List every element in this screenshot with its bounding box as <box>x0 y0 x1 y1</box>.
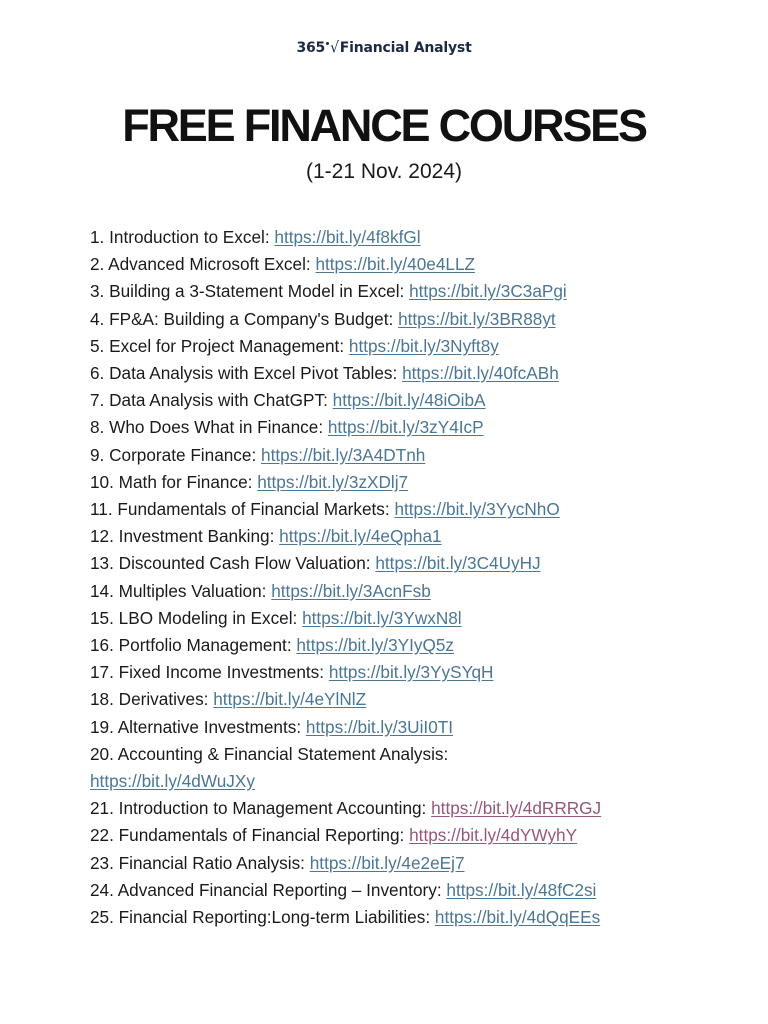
logo-text: Financial Analyst <box>339 40 472 56</box>
course-label: 11. Fundamentals of Financial Markets: <box>90 499 395 520</box>
course-item <box>90 251 730 278</box>
course-item <box>90 686 730 713</box>
course-item <box>90 469 730 496</box>
course-item <box>90 387 730 414</box>
course-list <box>90 224 730 931</box>
course-label: 4. FP&A: Building a Company's Budget: <box>90 308 399 329</box>
course-item <box>90 224 730 251</box>
page-subtitle: (1-21 Nov. 2024) <box>305 160 463 183</box>
course-label: 15. LBO Modeling in Excel: <box>90 607 303 628</box>
course-label: 2. Advanced Microsoft Excel: <box>90 254 316 275</box>
course-link[interactable]: https://bit.ly/3zXDlj7 <box>257 471 409 492</box>
course-label: 18. Derivatives: <box>90 689 214 710</box>
course-link[interactable]: https://bit.ly/3C3aPgi <box>409 281 567 302</box>
course-item <box>90 850 730 877</box>
course-label: 1. Introduction to Excel: <box>90 227 275 247</box>
course-link[interactable]: https://bit.ly/48fC2si <box>446 879 597 900</box>
logo-number: 365 <box>296 40 326 56</box>
course-label: 22. Fundamentals of Financial Reporting: <box>90 825 410 846</box>
course-label: 16. Portfolio Management: <box>90 635 297 656</box>
course-label: 17. Fixed Income Investments: <box>90 662 329 683</box>
course-link[interactable]: https://bit.ly/3YwxN8l <box>302 607 462 628</box>
course-link[interactable]: https://bit.ly/4eYlNlZ <box>213 689 367 710</box>
course-link[interactable]: https://bit.ly/40fcABh <box>402 363 559 384</box>
course-item <box>90 904 730 931</box>
course-link[interactable]: https://bit.ly/4dRRRGJ <box>431 798 602 819</box>
brand-logo <box>0 40 768 56</box>
course-link[interactable]: https://bit.ly/3BR88yt <box>398 308 556 329</box>
course-item <box>90 795 730 822</box>
course-item <box>90 414 730 441</box>
course-label: 23. Financial Ratio Analysis: <box>90 852 310 873</box>
course-item <box>90 877 730 904</box>
course-link[interactable]: https://bit.ly/3YySYqH <box>328 662 494 683</box>
course-link[interactable]: https://bit.ly/4eQpha1 <box>279 526 442 547</box>
course-label: 19. Alternative Investments: <box>90 716 306 737</box>
course-label: 12. Investment Banking: <box>90 526 280 547</box>
course-label: 9. Corporate Finance: <box>90 444 262 465</box>
course-item <box>90 496 730 523</box>
logo-sqrt-icon: √ <box>330 39 339 57</box>
course-item <box>90 741 730 795</box>
course-label: 6. Data Analysis with Excel Pivot Tables: <box>90 363 403 384</box>
course-link[interactable]: https://bit.ly/4f8kfGl <box>274 227 421 247</box>
course-item <box>90 578 730 605</box>
course-link[interactable]: https://bit.ly/48iOibA <box>332 390 486 411</box>
course-label: 13. Discounted Cash Flow Valuation: <box>90 553 376 574</box>
course-link[interactable]: https://bit.ly/3UiI0TI <box>305 716 454 737</box>
course-item <box>90 278 730 305</box>
course-item <box>90 442 730 469</box>
course-link[interactable]: https://bit.ly/40e4LLZ <box>315 254 476 275</box>
course-link[interactable]: https://bit.ly/3A4DTnh <box>261 444 426 465</box>
course-label: 21. Introduction to Management Accounting: <box>90 798 432 819</box>
course-link[interactable]: https://bit.ly/4e2eEj7 <box>309 852 465 873</box>
course-item <box>90 333 730 360</box>
course-item <box>90 714 730 741</box>
course-link[interactable]: https://bit.ly/4dWuJXy <box>90 771 255 792</box>
course-item <box>90 523 730 550</box>
course-item <box>90 360 730 387</box>
course-item <box>90 605 730 632</box>
course-label: 7. Data Analysis with ChatGPT: <box>90 390 333 411</box>
course-link[interactable]: https://bit.ly/4dYWyhY <box>409 825 578 846</box>
course-link[interactable]: https://bit.ly/4dQqEEs <box>434 907 601 928</box>
course-link[interactable]: https://bit.ly/3YycNhO <box>394 499 560 520</box>
course-label: 8. Who Does What in Finance: <box>90 417 328 438</box>
course-link[interactable]: https://bit.ly/3AcnFsb <box>271 580 431 601</box>
course-link[interactable]: https://bit.ly/3Nyft8y <box>348 335 499 356</box>
logo-dot-icon <box>326 42 329 45</box>
course-item <box>90 632 730 659</box>
course-link[interactable]: https://bit.ly/3zY4IcP <box>327 417 484 438</box>
course-label: 20. Accounting & Financial Statement Analysis: <box>90 743 449 764</box>
course-item <box>90 659 730 686</box>
course-item <box>90 306 730 333</box>
course-label: 24. Advanced Financial Reporting – Inventory: <box>90 879 447 900</box>
course-label: 10. Math for Finance: <box>90 471 258 492</box>
course-label: 5. Excel for Project Management: <box>90 335 349 356</box>
course-label: 25. Financial Reporting:Long-term Liabilities: <box>90 907 435 928</box>
course-label: 3. Building a 3-Statement Model in Excel: <box>90 281 410 302</box>
course-link[interactable]: https://bit.ly/3C4UyHJ <box>375 553 541 574</box>
course-item <box>90 822 730 849</box>
course-link[interactable]: https://bit.ly/3YIyQ5z <box>296 635 454 656</box>
page-title: FREE FINANCE COURSES <box>122 100 646 151</box>
course-label: 14. Multiples Valuation: <box>90 580 272 601</box>
course-item <box>90 550 730 577</box>
